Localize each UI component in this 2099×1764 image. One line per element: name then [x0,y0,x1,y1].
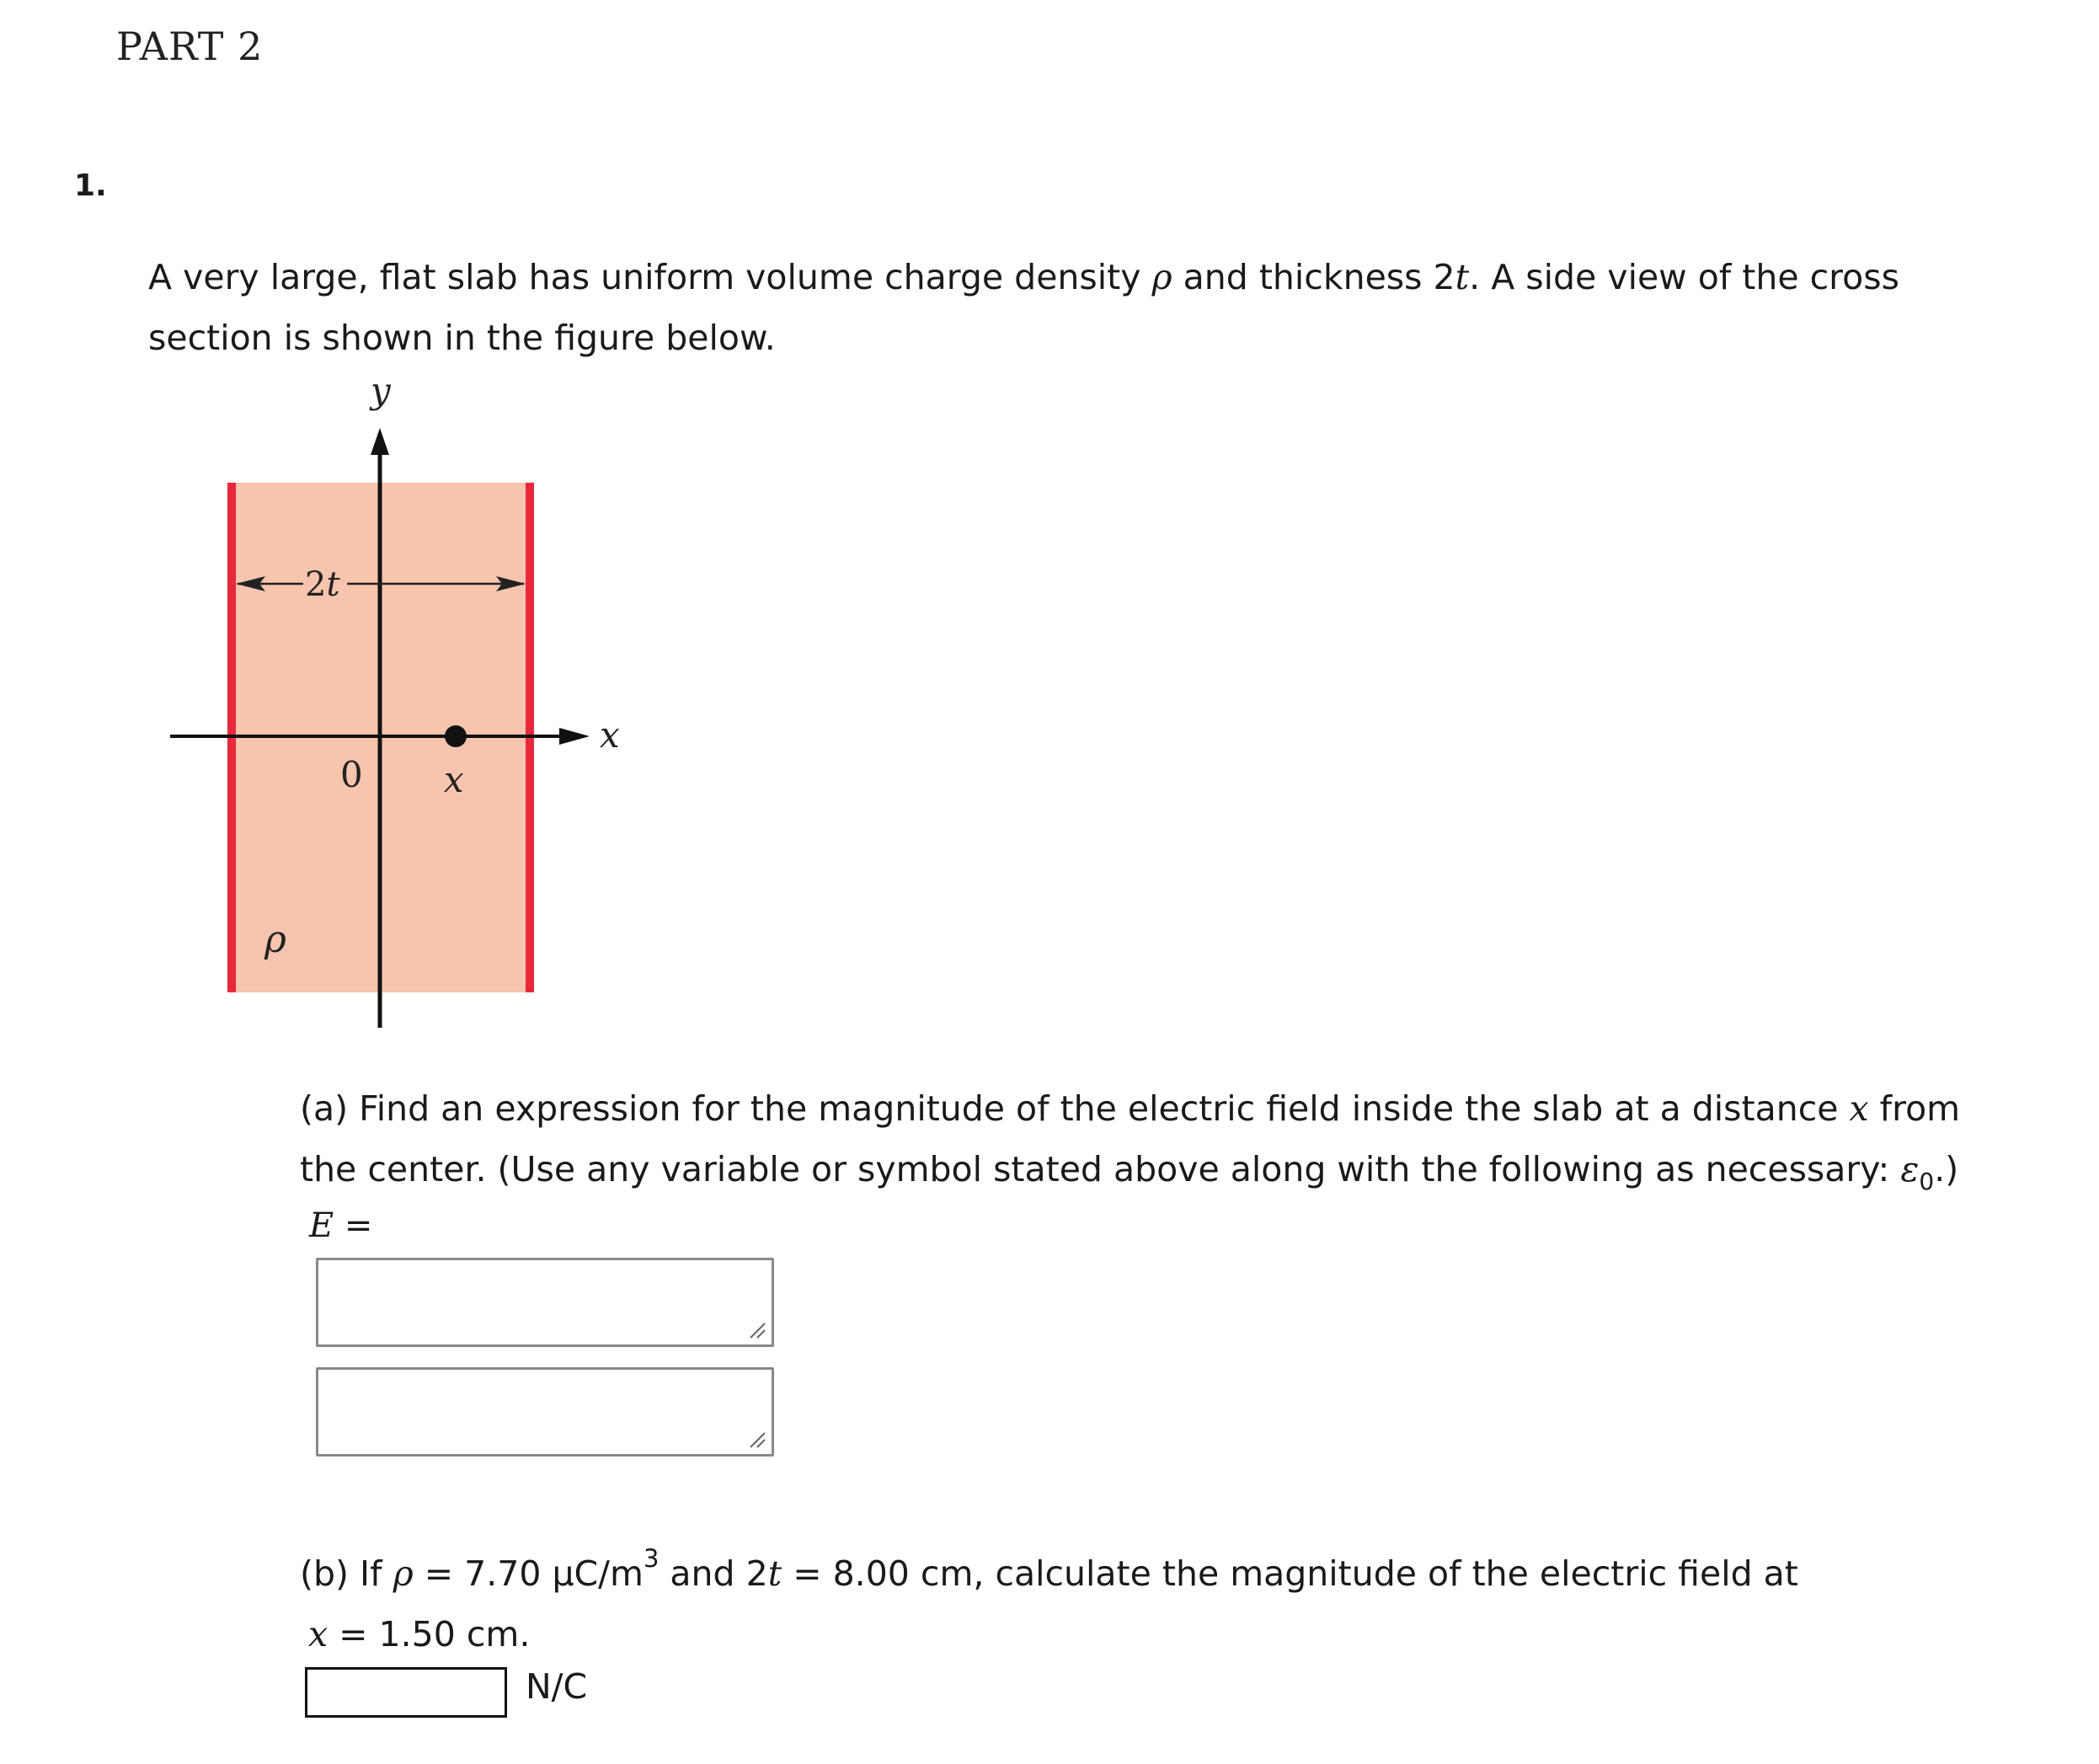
part-a-prompt [300,1078,1960,1200]
x-axis-label: x [600,714,620,756]
point-x-marker [445,725,467,747]
resize-grip-icon[interactable] [748,1430,766,1449]
intro-line-2: section is shown in the figure below. [148,318,776,358]
part-a-line-2: the center. (Use any variable or symbol stated above along with the following as necessary: $\varepsilon_0$.) [300,1149,1959,1195]
unit-label: N/C [526,1666,588,1707]
part-b-line-2: x = 1.50 cm. [308,1614,531,1654]
answer-e-label: E = [309,1206,373,1245]
y-axis-label: y [371,371,391,411]
origin-label: 0 [340,754,363,795]
point-label: x [444,759,464,800]
question-number: 1. [74,168,107,203]
slab-figure [160,371,649,1045]
density-label: ρ [264,918,286,961]
part-a-line-1: (a) Find an expression for the magnitude of the electric field inside the slab at a distance x from [300,1088,1961,1129]
electric-field-input[interactable] [305,1667,507,1718]
width-label: 2t [305,565,340,604]
question-intro [148,247,1899,368]
part-heading: PART 2 [116,24,264,69]
resize-grip-icon[interactable] [748,1321,766,1339]
x-axis-arrowhead [559,728,590,745]
y-axis-arrowhead [371,428,389,455]
intro-line-1: A very large, flat slab has uniform volume charge density ρ and thickness 2t. A side view of the cross [148,257,1899,297]
part-b-line-1: (b) If ρ = 7.70 $\mu C/m^3$ and 2t = 8.00 cm, calculate the magnitude of the electric field at [300,1544,1798,1594]
part-b-prompt [300,1543,1798,1665]
answer-e-textarea[interactable] [316,1258,774,1347]
answer-e-preview-textarea[interactable] [316,1367,774,1457]
